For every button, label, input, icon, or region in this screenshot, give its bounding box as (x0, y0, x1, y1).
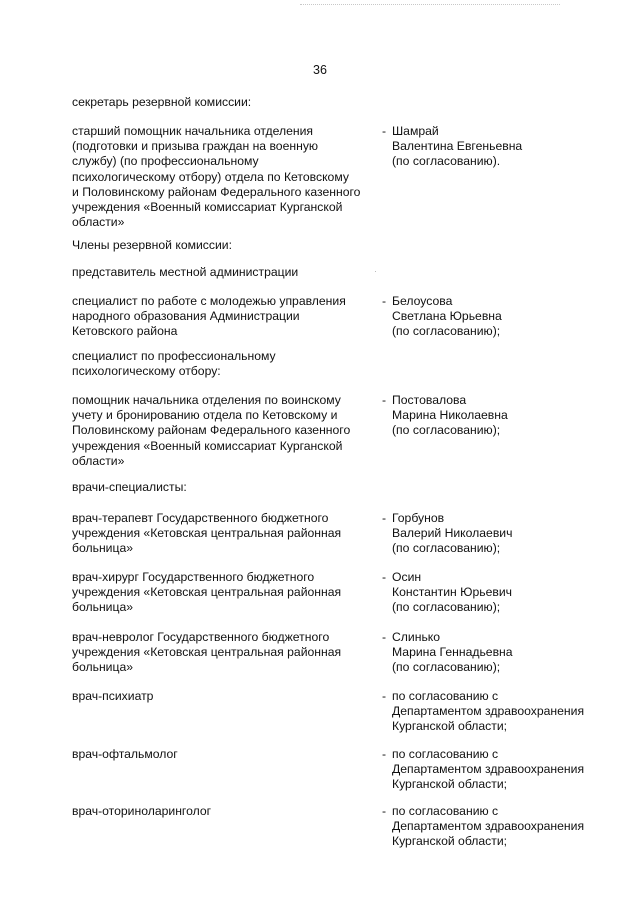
position-text: специалист по профессиональному психологическому отбору: (72, 349, 276, 379)
dash-separator: - (382, 294, 387, 308)
dash-separator: - (382, 393, 387, 407)
person-text: Горбунов Валерий Николаевич (по согласованию); (392, 511, 513, 556)
page-number: 36 (313, 63, 327, 77)
position-text: врач-оториноларинголог (72, 804, 212, 818)
position-text: специалист по работе с молодежью управления народного образования Администрации Кетовского района (72, 294, 346, 339)
person-text: Шамрай Валентина Евгеньевна (по согласованию). (392, 124, 523, 169)
position-text: врач-невролог Государственного бюджетного учреждения «Кетовская центральная районная больница» (72, 630, 342, 675)
dash-separator: - (382, 511, 387, 525)
position-text: представитель местной администрации (72, 265, 299, 279)
scan-artifact (300, 4, 560, 6)
dash-separator: - (382, 124, 387, 138)
position-text: Члены резервной комиссии: (72, 238, 232, 252)
person-text: Осин Константин Юрьевич (по согласованию); (392, 570, 513, 615)
dash-separator: - (382, 689, 387, 703)
position-text: старший помощник начальника отделения (подготовки и призыва граждан на военную службу) (по профессиональному психологическому отбору) отдела по Кетовскому и Половинскому районам Федерального казенного учреждения «Военный комиссариат Курганской области» (72, 124, 361, 230)
person-text: Постовалова Марина Николаевна (по согласованию); (392, 393, 508, 438)
position-text: врач-терапевт Государственного бюджетного учреждения «Кетовская центральная районная больница» (72, 511, 342, 556)
person-text: Слинько Марина Геннадьевна (по согласованию); (392, 630, 513, 675)
position-text: помощник начальника отделения по воинскому учету и бронированию отдела по Кетовскому и Половинскому районам Федерального казенного учреждения «Военный комиссариат Курганской области» (72, 393, 351, 468)
dash-separator: - (382, 630, 387, 644)
dash-separator: - (382, 747, 387, 761)
person-text: Белоусова Светлана Юрьевна (по согласованию); (392, 294, 502, 339)
position-text: врач-психиатр (72, 689, 154, 703)
position-text: врач-офтальмолог (72, 747, 178, 761)
person-text: по согласованию с Департаментом здравоохранения Курганской области; (392, 804, 585, 849)
person-text: по согласованию с Департаментом здравоохранения Курганской области; (392, 689, 585, 734)
person-text: по согласованию с Департаментом здравоохранения Курганской области; (392, 747, 585, 792)
position-text: секретарь резервной комиссии: (72, 95, 252, 109)
position-text: врач-хирург Государственного бюджетного учреждения «Кетовская центральная районная больница» (72, 570, 342, 615)
position-text: врачи-специалисты: (72, 480, 187, 494)
dash-separator: - (382, 804, 387, 818)
dash-separator: - (382, 570, 387, 584)
